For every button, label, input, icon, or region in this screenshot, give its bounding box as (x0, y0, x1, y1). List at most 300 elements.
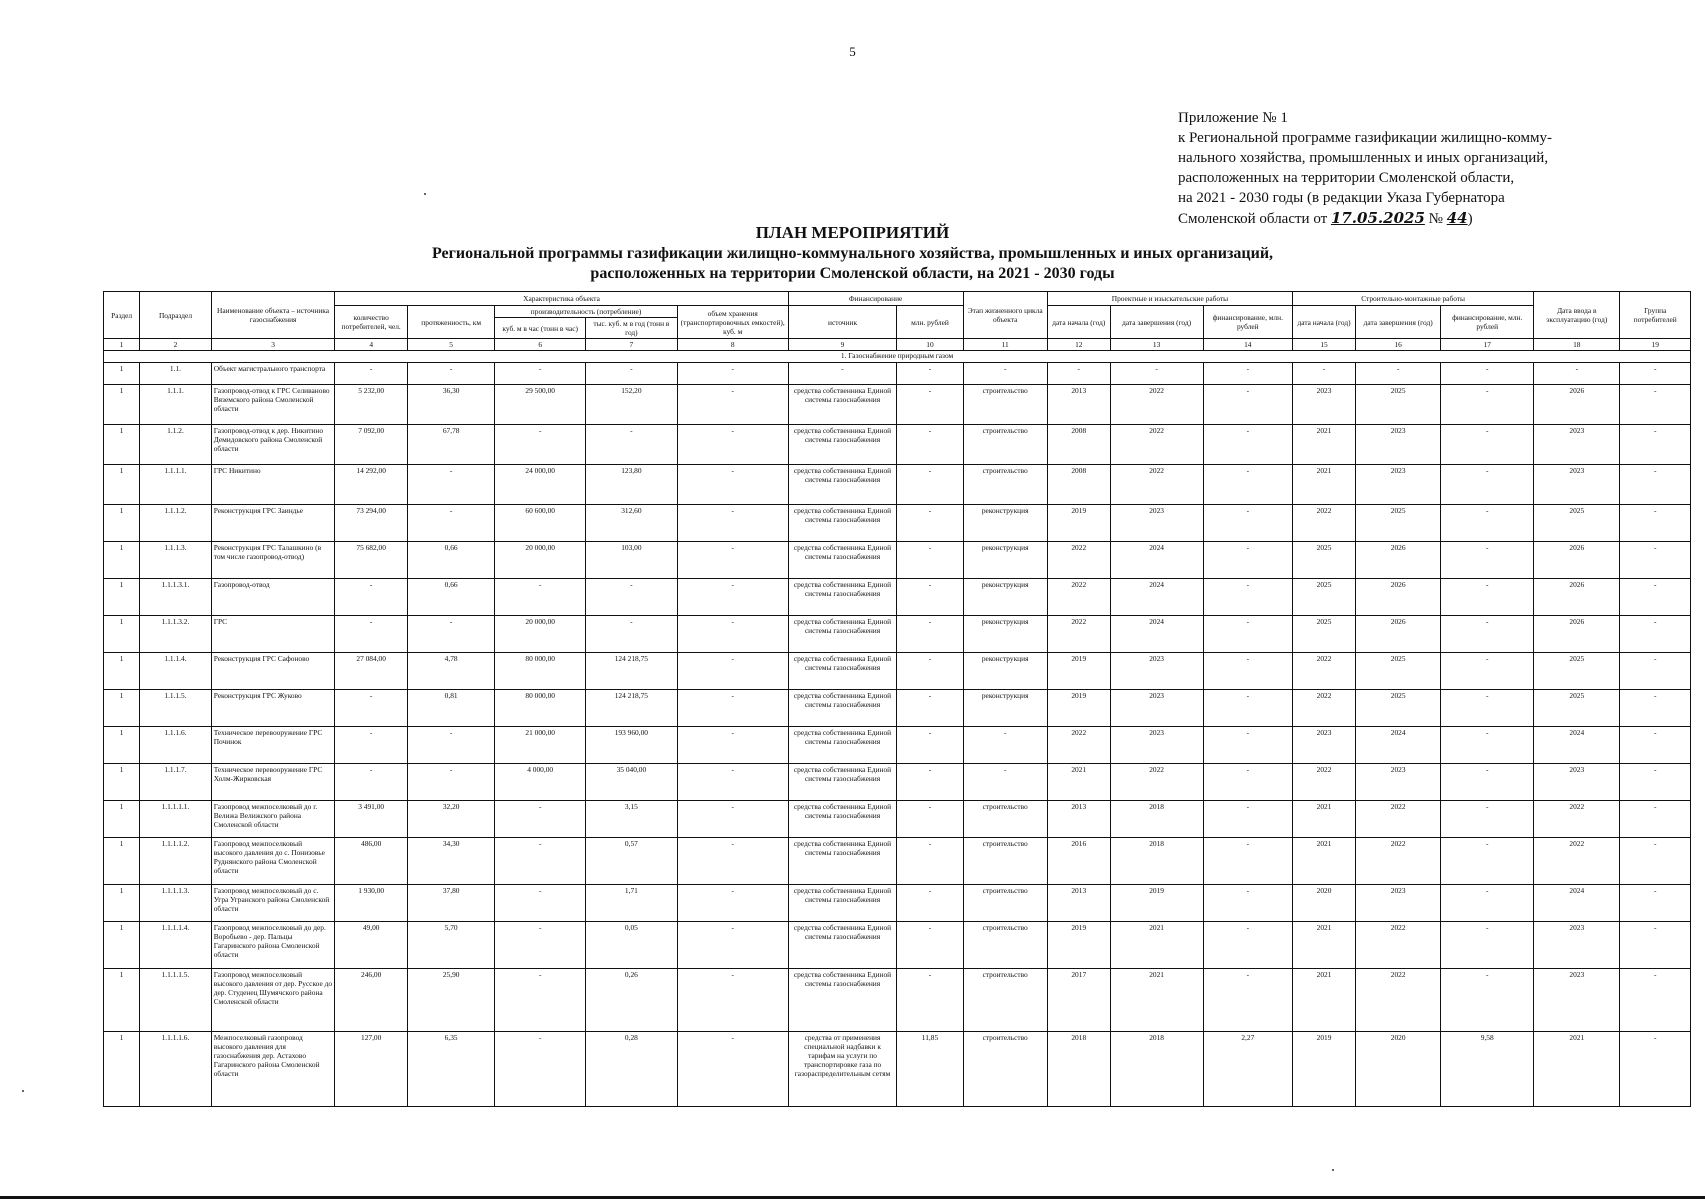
column-number: 12 (1047, 339, 1110, 351)
cell-prod-hour: 29 500,00 (495, 385, 586, 425)
appendix-note (1178, 108, 1688, 229)
cell-design-fin: - (1203, 885, 1293, 922)
cell-consumers: 486,00 (335, 838, 408, 885)
column-number: 15 (1293, 339, 1356, 351)
cell-design-end: 2023 (1110, 505, 1203, 542)
appendix-last-suffix: ) (1467, 211, 1473, 227)
cell-constr-start: 2020 (1293, 885, 1356, 922)
cell-razdel: 1 (104, 465, 140, 505)
cell-commission: 2023 (1534, 764, 1620, 801)
cell-design-end: - (1110, 363, 1203, 385)
appendix-last-prefix: Смоленской области от (1178, 211, 1331, 227)
cell-object-name: Межпоселковый газопровод высокого давления для газоснабжения дер. Астахово Гагаринского района Смоленской области (211, 1032, 335, 1107)
cell-prod-year: 3,15 (586, 801, 678, 838)
cell-length: 6,35 (407, 1032, 494, 1107)
column-number: 16 (1356, 339, 1441, 351)
cell-razdel: 1 (104, 838, 140, 885)
cell-object-name: Газопровод межпоселковый высокого давления от дер. Русское до дер. Студенец Шумячского района Смоленской области (211, 969, 335, 1032)
cell-fin-source: средства собственника Единой системы газоснабжения (788, 727, 897, 764)
cell-consumers: - (335, 579, 408, 616)
header-razdel: Раздел (104, 292, 140, 339)
cell-consumers: 49,00 (335, 922, 408, 969)
cell-consumers: - (335, 764, 408, 801)
cell-consumers: - (335, 727, 408, 764)
cell-commission: 2023 (1534, 425, 1620, 465)
cell-commission: 2025 (1534, 505, 1620, 542)
cell-storage: - (677, 690, 788, 727)
cell-constr-end: 2022 (1356, 838, 1441, 885)
cell-storage: - (677, 616, 788, 653)
cell-commission: 2023 (1534, 922, 1620, 969)
table-row (104, 922, 1691, 969)
cell-consumer-group: - (1620, 425, 1691, 465)
cell-fin-source: средства собственника Единой системы газоснабжения (788, 922, 897, 969)
cell-design-start: 2017 (1047, 969, 1110, 1032)
column-number: 8 (677, 339, 788, 351)
cell-life-stage: строительство (963, 885, 1047, 922)
cell-design-fin: - (1203, 727, 1293, 764)
cell-consumer-group: - (1620, 363, 1691, 385)
cell-life-stage: строительство (963, 801, 1047, 838)
table-row (104, 425, 1691, 465)
cell-constr-fin: - (1441, 579, 1534, 616)
cell-constr-start: 2021 (1293, 465, 1356, 505)
header-financing: Финансирование (788, 292, 963, 306)
cell-constr-start: 2021 (1293, 922, 1356, 969)
cell-constr-end: 2023 (1356, 425, 1441, 465)
cell-constr-end: - (1356, 363, 1441, 385)
cell-design-start: 2018 (1047, 1032, 1110, 1107)
header-commission: Дата ввода в эксплуатацию (год) (1534, 292, 1620, 339)
cell-constr-end: 2020 (1356, 1032, 1441, 1107)
header-characteristics: Характеристика объекта (335, 292, 788, 306)
cell-constr-fin: - (1441, 801, 1534, 838)
cell-length: 5,70 (407, 922, 494, 969)
cell-constr-fin: - (1441, 505, 1534, 542)
cell-life-stage: строительство (963, 838, 1047, 885)
cell-constr-end: 2022 (1356, 969, 1441, 1032)
column-number: 3 (211, 339, 335, 351)
cell-object-name: Техническое перевооружение ГРС Починок (211, 727, 335, 764)
cell-razdel: 1 (104, 801, 140, 838)
cell-prod-year: 1,71 (586, 885, 678, 922)
column-number: 17 (1441, 339, 1534, 351)
cell-podrazdel: 1.1.1.6. (140, 727, 211, 764)
cell-length: - (407, 465, 494, 505)
cell-podrazdel: 1.1.1.1.4. (140, 922, 211, 969)
cell-life-stage: строительство (963, 922, 1047, 969)
cell-life-stage: - (963, 363, 1047, 385)
cell-fin-amount: - (897, 764, 963, 801)
plan-table (103, 291, 1691, 1107)
cell-prod-year: 103,00 (586, 542, 678, 579)
cell-design-start: 2019 (1047, 653, 1110, 690)
cell-design-start: 2016 (1047, 838, 1110, 885)
cell-design-end: 2022 (1110, 425, 1203, 465)
cell-razdel: 1 (104, 690, 140, 727)
cell-consumers: 246,00 (335, 969, 408, 1032)
cell-prod-hour: 4 000,00 (495, 764, 586, 801)
cell-razdel: 1 (104, 764, 140, 801)
cell-length: 32,20 (407, 801, 494, 838)
table-row (104, 838, 1691, 885)
cell-design-fin: - (1203, 425, 1293, 465)
cell-design-fin: - (1203, 542, 1293, 579)
cell-fin-source: средства от применения специальной надбавки к тарифам на услуги по транспортировке газа по газораспределительным сетям (788, 1032, 897, 1107)
cell-prod-year: 152,20 (586, 385, 678, 425)
cell-podrazdel: 1.1.1.1.2. (140, 838, 211, 885)
cell-constr-start: 2025 (1293, 542, 1356, 579)
cell-consumer-group: - (1620, 764, 1691, 801)
cell-object-name: ГРС (211, 616, 335, 653)
cell-length: 34,30 (407, 838, 494, 885)
column-number-row (104, 339, 1691, 351)
cell-prod-year: - (586, 579, 678, 616)
cell-podrazdel: 1.1.1.5. (140, 690, 211, 727)
cell-constr-start: 2022 (1293, 690, 1356, 727)
cell-life-stage: реконструкция (963, 653, 1047, 690)
cell-fin-source: средства собственника Единой системы газоснабжения (788, 838, 897, 885)
cell-consumer-group: - (1620, 838, 1691, 885)
cell-length: 4,78 (407, 653, 494, 690)
cell-prod-year: - (586, 616, 678, 653)
cell-constr-start: 2021 (1293, 969, 1356, 1032)
cell-consumer-group: - (1620, 385, 1691, 425)
cell-design-start: 2022 (1047, 727, 1110, 764)
cell-constr-end: 2026 (1356, 616, 1441, 653)
cell-consumer-group: - (1620, 505, 1691, 542)
cell-fin-source: средства собственника Единой системы газоснабжения (788, 801, 897, 838)
cell-constr-start: 2022 (1293, 764, 1356, 801)
cell-constr-fin: - (1441, 616, 1534, 653)
page-bottom-edge (0, 1196, 1705, 1199)
cell-consumer-group: - (1620, 727, 1691, 764)
cell-commission: 2025 (1534, 690, 1620, 727)
cell-fin-amount: - (897, 922, 963, 969)
cell-consumer-group: - (1620, 969, 1691, 1032)
cell-razdel: 1 (104, 385, 140, 425)
cell-constr-end: 2025 (1356, 385, 1441, 425)
cell-consumers: 127,00 (335, 1032, 408, 1107)
cell-design-fin: - (1203, 690, 1293, 727)
cell-constr-fin: - (1441, 363, 1534, 385)
scan-speck (22, 1090, 24, 1092)
cell-design-fin: - (1203, 922, 1293, 969)
cell-constr-fin: - (1441, 690, 1534, 727)
cell-podrazdel: 1.1.1.7. (140, 764, 211, 801)
cell-design-end: 2018 (1110, 1032, 1203, 1107)
header-design-end: дата завершения (год) (1110, 306, 1203, 339)
cell-constr-fin: 9,58 (1441, 1032, 1534, 1107)
cell-design-start: 2019 (1047, 922, 1110, 969)
table-row (104, 969, 1691, 1032)
column-number: 10 (897, 339, 963, 351)
cell-design-fin: - (1203, 653, 1293, 690)
cell-object-name: Газопровод межпоселковый до дер. Воробьево - дер. Пальцы Гагаринского района Смоленской области (211, 922, 335, 969)
header-constr-start: дата начала (год) (1293, 306, 1356, 339)
cell-consumer-group: - (1620, 1032, 1691, 1107)
cell-commission: 2022 (1534, 838, 1620, 885)
column-number: 19 (1620, 339, 1691, 351)
appendix-line-4: расположенных на территории Смоленской области, (1178, 170, 1515, 186)
cell-consumer-group: - (1620, 690, 1691, 727)
cell-design-end: 2021 (1110, 922, 1203, 969)
cell-commission: 2023 (1534, 465, 1620, 505)
cell-storage: - (677, 542, 788, 579)
cell-design-end: 2019 (1110, 885, 1203, 922)
cell-design-start: 2022 (1047, 542, 1110, 579)
cell-constr-end: 2025 (1356, 690, 1441, 727)
cell-design-end: 2021 (1110, 969, 1203, 1032)
cell-prod-year: 0,05 (586, 922, 678, 969)
cell-consumer-group: - (1620, 885, 1691, 922)
cell-storage: - (677, 727, 788, 764)
appendix-line-5: на 2021 - 2030 годы (в редакции Указа Губернатора (1178, 190, 1505, 206)
cell-life-stage: реконструкция (963, 690, 1047, 727)
cell-life-stage: - (963, 727, 1047, 764)
cell-prod-year: - (586, 363, 678, 385)
cell-design-start: 2022 (1047, 616, 1110, 653)
cell-constr-end: 2023 (1356, 465, 1441, 505)
header-prod-year: тыс. куб. м в год (тонн в год) (586, 318, 678, 339)
cell-fin-amount: - (897, 363, 963, 385)
scan-speck (1332, 1169, 1334, 1171)
cell-razdel: 1 (104, 727, 140, 764)
cell-object-name: Газопровод-отвод к ГРС Селиваново Вяземского района Смоленской области (211, 385, 335, 425)
cell-design-end: 2024 (1110, 579, 1203, 616)
cell-constr-fin: - (1441, 425, 1534, 465)
cell-consumers: 1 930,00 (335, 885, 408, 922)
title-line-1: ПЛАН МЕРОПРИЯТИЙ (755, 223, 950, 242)
cell-razdel: 1 (104, 1032, 140, 1107)
cell-consumer-group: - (1620, 465, 1691, 505)
column-number: 9 (788, 339, 897, 351)
cell-object-name: Реконструкция ГРС Жуково (211, 690, 335, 727)
section-title: 1. Газоснабжение природным газом (104, 351, 1691, 363)
cell-prod-hour: - (495, 838, 586, 885)
cell-design-start: 2019 (1047, 505, 1110, 542)
cell-design-fin: - (1203, 363, 1293, 385)
table-header (104, 292, 1691, 363)
cell-constr-end: 2022 (1356, 801, 1441, 838)
cell-constr-start: 2023 (1293, 385, 1356, 425)
cell-design-start: 2008 (1047, 425, 1110, 465)
cell-length: 37,80 (407, 885, 494, 922)
cell-life-stage: реконструкция (963, 579, 1047, 616)
cell-constr-end: 2026 (1356, 579, 1441, 616)
cell-razdel: 1 (104, 922, 140, 969)
cell-fin-amount: - (897, 801, 963, 838)
header-prod-hour: куб. м в час (тонн в час) (495, 318, 586, 339)
cell-object-name: Объект магистрального транспорта (211, 363, 335, 385)
cell-podrazdel: 1.1.2. (140, 425, 211, 465)
cell-design-end: 2023 (1110, 727, 1203, 764)
cell-podrazdel: 1.1.1.1.1. (140, 801, 211, 838)
cell-prod-hour: 80 000,00 (495, 653, 586, 690)
cell-consumer-group: - (1620, 922, 1691, 969)
table-row (104, 690, 1691, 727)
cell-podrazdel: 1.1.1.1.5. (140, 969, 211, 1032)
cell-consumers: 73 294,00 (335, 505, 408, 542)
cell-life-stage: реконструкция (963, 505, 1047, 542)
cell-storage: - (677, 505, 788, 542)
appendix-line-1: Приложение № 1 (1178, 110, 1288, 126)
cell-design-end: 2022 (1110, 764, 1203, 801)
cell-podrazdel: 1.1.1.1. (140, 465, 211, 505)
cell-razdel: 1 (104, 579, 140, 616)
cell-length: 36,30 (407, 385, 494, 425)
header-constr-fin: финансирование, млн. рублей (1441, 306, 1534, 339)
cell-consumer-group: - (1620, 579, 1691, 616)
cell-prod-year: 124 218,75 (586, 690, 678, 727)
cell-fin-amount: - (897, 885, 963, 922)
header-group: Группа потребителей (1620, 292, 1691, 339)
cell-constr-end: 2025 (1356, 505, 1441, 542)
cell-podrazdel: 1.1.1.1.6. (140, 1032, 211, 1107)
cell-consumers: - (335, 690, 408, 727)
cell-prod-hour: 20 000,00 (495, 616, 586, 653)
column-number: 11 (963, 339, 1047, 351)
cell-constr-fin: - (1441, 465, 1534, 505)
table-row (104, 579, 1691, 616)
cell-storage: - (677, 838, 788, 885)
cell-design-end: 2018 (1110, 838, 1203, 885)
cell-commission: 2024 (1534, 885, 1620, 922)
cell-design-fin: - (1203, 801, 1293, 838)
cell-length: 67,78 (407, 425, 494, 465)
cell-constr-fin: - (1441, 885, 1534, 922)
cell-commission: 2021 (1534, 1032, 1620, 1107)
cell-prod-hour: 80 000,00 (495, 690, 586, 727)
cell-constr-start: 2022 (1293, 653, 1356, 690)
cell-constr-end: 2026 (1356, 542, 1441, 579)
cell-commission: 2026 (1534, 542, 1620, 579)
cell-storage: - (677, 969, 788, 1032)
cell-object-name: Газопровод-отвод к дер. Никитино Демидовского района Смоленской области (211, 425, 335, 465)
cell-design-end: 2024 (1110, 542, 1203, 579)
cell-consumers: 5 232,00 (335, 385, 408, 425)
cell-razdel: 1 (104, 425, 140, 465)
cell-prod-year: 0,28 (586, 1032, 678, 1107)
cell-design-end: 2023 (1110, 690, 1203, 727)
cell-podrazdel: 1.1. (140, 363, 211, 385)
table-row (104, 465, 1691, 505)
column-number: 6 (495, 339, 586, 351)
appendix-line-2: к Региональной программе газификации жилищно-комму- (1178, 130, 1552, 146)
cell-consumers: 14 292,00 (335, 465, 408, 505)
cell-prod-hour: - (495, 922, 586, 969)
cell-length: 0,81 (407, 690, 494, 727)
cell-commission: 2024 (1534, 727, 1620, 764)
cell-object-name: Газопровод межпоселковый до с. Угра Угранского района Смоленской области (211, 885, 335, 922)
cell-podrazdel: 1.1.1.3. (140, 542, 211, 579)
cell-podrazdel: 1.1.1. (140, 385, 211, 425)
cell-constr-fin: - (1441, 727, 1534, 764)
table-row (104, 653, 1691, 690)
cell-prod-hour: - (495, 885, 586, 922)
cell-life-stage: строительство (963, 465, 1047, 505)
cell-constr-fin: - (1441, 922, 1534, 969)
cell-prod-hour: - (495, 363, 586, 385)
table-row (104, 385, 1691, 425)
cell-prod-hour: 60 600,00 (495, 505, 586, 542)
cell-constr-start: 2021 (1293, 838, 1356, 885)
section-row (104, 351, 1691, 363)
cell-storage: - (677, 363, 788, 385)
cell-life-stage: строительство (963, 425, 1047, 465)
cell-design-end: 2022 (1110, 385, 1203, 425)
cell-design-fin: - (1203, 764, 1293, 801)
cell-fin-amount: - (897, 579, 963, 616)
cell-object-name: Реконструкция ГРС Талашкино (в том числе газопровод-отвод) (211, 542, 335, 579)
cell-razdel: 1 (104, 969, 140, 1032)
cell-constr-end: 2023 (1356, 885, 1441, 922)
cell-design-end: 2023 (1110, 653, 1203, 690)
table-row (104, 542, 1691, 579)
cell-prod-hour: - (495, 579, 586, 616)
cell-object-name: Реконструкция ГРС Заиндье (211, 505, 335, 542)
cell-razdel: 1 (104, 885, 140, 922)
cell-fin-amount: - (897, 425, 963, 465)
cell-constr-fin: - (1441, 542, 1534, 579)
column-number: 4 (335, 339, 408, 351)
cell-prod-year: 193 960,00 (586, 727, 678, 764)
cell-consumers: 27 084,00 (335, 653, 408, 690)
header-length: протяженность, км (407, 306, 494, 339)
cell-consumers: - (335, 363, 408, 385)
cell-razdel: 1 (104, 363, 140, 385)
cell-design-start: 2013 (1047, 385, 1110, 425)
cell-prod-year: 0,57 (586, 838, 678, 885)
cell-length: 0,66 (407, 579, 494, 616)
cell-design-end: 2024 (1110, 616, 1203, 653)
cell-object-name: Газопровод-отвод (211, 579, 335, 616)
cell-fin-source: средства собственника Единой системы газоснабжения (788, 385, 897, 425)
column-number: 5 (407, 339, 494, 351)
cell-fin-source: средства собственника Единой системы газоснабжения (788, 653, 897, 690)
cell-design-fin: 2,27 (1203, 1032, 1293, 1107)
cell-constr-fin: - (1441, 969, 1534, 1032)
cell-design-fin: - (1203, 579, 1293, 616)
column-number: 14 (1203, 339, 1293, 351)
cell-storage: - (677, 1032, 788, 1107)
cell-constr-start: 2023 (1293, 727, 1356, 764)
cell-life-stage: строительство (963, 969, 1047, 1032)
header-design: Проектные и изыскательские работы (1047, 292, 1292, 306)
cell-storage: - (677, 385, 788, 425)
cell-constr-fin: - (1441, 653, 1534, 690)
cell-razdel: 1 (104, 653, 140, 690)
cell-fin-source: средства собственника Единой системы газоснабжения (788, 542, 897, 579)
cell-prod-year: 312,60 (586, 505, 678, 542)
cell-prod-year: 0,26 (586, 969, 678, 1032)
scan-speck (424, 193, 426, 195)
decree-number: 44 (1446, 209, 1468, 227)
cell-fin-amount: - (897, 385, 963, 425)
cell-constr-fin: - (1441, 838, 1534, 885)
header-construction: Строительно-монтажные работы (1293, 292, 1534, 306)
column-number: 2 (140, 339, 211, 351)
cell-prod-hour: - (495, 969, 586, 1032)
decree-date: 17.05.2025 (1330, 209, 1425, 227)
header-fin-amount: млн. рублей (897, 306, 963, 339)
cell-commission: 2026 (1534, 616, 1620, 653)
cell-design-start: 2019 (1047, 690, 1110, 727)
cell-object-name: ГРС Никитино (211, 465, 335, 505)
cell-design-start: 2008 (1047, 465, 1110, 505)
header-life-stage: Этап жизненного цикла объекта (963, 292, 1047, 339)
cell-constr-start: 2025 (1293, 579, 1356, 616)
